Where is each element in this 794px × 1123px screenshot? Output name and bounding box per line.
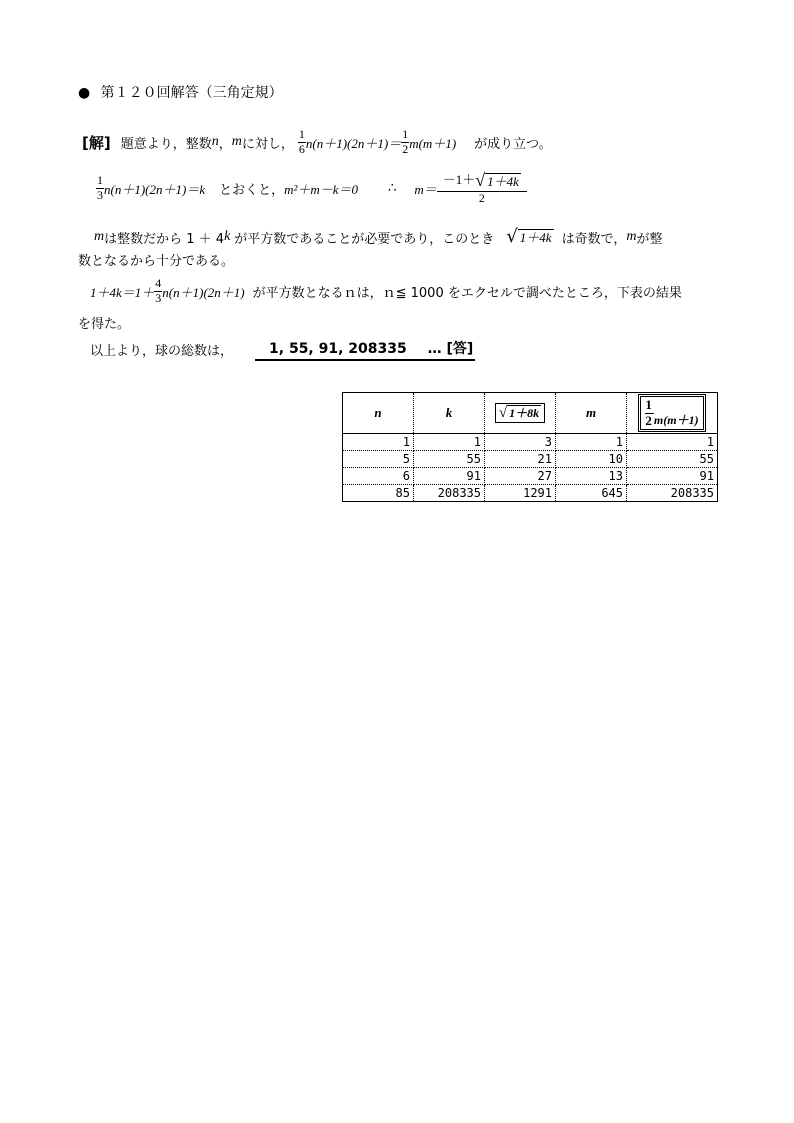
para1-text-b: が平方数であることが必要であり，このとき bbox=[234, 231, 495, 247]
cell-k: 1 bbox=[414, 434, 485, 451]
solution-lead: 題意より，整数 bbox=[120, 136, 212, 152]
cell-half-m: 55 bbox=[627, 451, 718, 468]
para1-text-d: が整 bbox=[636, 231, 663, 247]
table-row bbox=[343, 468, 718, 485]
answer-lead: 以上より，球の総数は， bbox=[90, 344, 234, 359]
half-den: 2 bbox=[645, 412, 652, 428]
half-num: 1 bbox=[645, 396, 652, 412]
cell-n: 85 bbox=[343, 485, 414, 502]
paragraph-1-line-2: 数となるから十分である。 bbox=[78, 254, 235, 269]
cell-m: 13 bbox=[556, 468, 627, 485]
fraction-one-sixth bbox=[298, 128, 306, 157]
paragraph-1-line-1 bbox=[94, 225, 662, 249]
fraction-one-half bbox=[401, 128, 409, 157]
answer-value-box bbox=[255, 338, 475, 361]
sqrt-1-plus-4k bbox=[475, 171, 521, 191]
tail-text: が成り立つ。 bbox=[474, 136, 552, 152]
paragraph-2-line-1 bbox=[90, 272, 682, 310]
cell-half-m: 208335 bbox=[627, 485, 718, 502]
frac-num: 1 bbox=[298, 126, 305, 141]
cell-sqrt: 1291 bbox=[485, 485, 556, 502]
answer-suffix: … [答] bbox=[427, 341, 474, 357]
solution-label: [解] bbox=[82, 133, 111, 152]
results-table bbox=[342, 392, 718, 502]
var-m: m bbox=[231, 134, 242, 149]
solution-numerator bbox=[437, 171, 527, 191]
frac-den: 2 bbox=[402, 141, 409, 156]
k-definition: n(n＋1)(2n＋1)＝k bbox=[104, 181, 206, 197]
radicand: 1＋4k bbox=[487, 173, 519, 189]
bullet-icon: ● bbox=[78, 85, 91, 101]
para1-text-a: は整数だから 1 ＋ 4 bbox=[104, 231, 225, 247]
rhs-expression: m(m＋1) bbox=[409, 135, 457, 151]
separator: ， bbox=[218, 136, 232, 152]
setting-text: とおくと， bbox=[219, 182, 285, 198]
page-title: 第１２０回解答（三角定規） bbox=[100, 85, 283, 101]
radical-icon: √ bbox=[506, 225, 518, 247]
radical-icon: √ bbox=[498, 405, 508, 422]
half-m-box bbox=[638, 394, 705, 433]
frac-num: 1 bbox=[402, 126, 409, 141]
fraction-four-thirds bbox=[154, 277, 162, 306]
cell-k: 55 bbox=[414, 451, 485, 468]
quadratic-equation: m²＋m－k＝0 bbox=[284, 181, 359, 197]
cell-half-m: 1 bbox=[627, 434, 718, 451]
solution-line-1 bbox=[82, 122, 552, 162]
cell-k: 91 bbox=[414, 468, 485, 485]
radicand: 1＋4k bbox=[519, 229, 552, 245]
therefore-symbol: ∴ bbox=[388, 180, 397, 196]
frac-den: 3 bbox=[155, 290, 162, 305]
frac-den: 3 bbox=[97, 187, 103, 202]
radical-icon: √ bbox=[475, 169, 486, 190]
cell-n: 1 bbox=[343, 434, 414, 451]
solution-line-2 bbox=[96, 168, 527, 208]
m-equals: m＝ bbox=[414, 181, 437, 197]
frac-den: 6 bbox=[298, 141, 305, 156]
para2-expression: n(n＋1)(2n＋1) bbox=[162, 284, 245, 300]
num-prefix: －1＋ bbox=[442, 172, 476, 188]
header-sqrt bbox=[485, 393, 556, 434]
frac-num: 1 bbox=[97, 172, 103, 187]
heading bbox=[78, 82, 283, 102]
table-row bbox=[343, 485, 718, 502]
var-m: m bbox=[94, 229, 105, 244]
para2-text: が平方数となるｎは，ｎ≦ 1000 をエクセルで調べたところ，下表の結果 bbox=[252, 285, 682, 301]
fraction-one-third bbox=[96, 174, 104, 203]
cell-k: 208335 bbox=[414, 485, 485, 502]
lhs-expression: n(n＋1)(2n＋1)＝ bbox=[305, 135, 402, 151]
after-vars: に対し， bbox=[241, 136, 294, 152]
cell-m: 1 bbox=[556, 434, 627, 451]
cell-half-m: 91 bbox=[627, 468, 718, 485]
cell-n: 6 bbox=[343, 468, 414, 485]
table-row bbox=[343, 434, 718, 451]
header-half-m bbox=[627, 393, 718, 434]
cell-sqrt: 27 bbox=[485, 468, 556, 485]
answer-line bbox=[90, 338, 475, 361]
table-header-row bbox=[343, 393, 718, 434]
cell-sqrt: 21 bbox=[485, 451, 556, 468]
para1-text-c: は奇数で， bbox=[561, 231, 627, 247]
header-n: n bbox=[343, 393, 414, 434]
cell-m: 645 bbox=[556, 485, 627, 502]
cell-sqrt: 3 bbox=[485, 434, 556, 451]
cell-n: 5 bbox=[343, 451, 414, 468]
var-n: n bbox=[211, 134, 219, 149]
sqrt-1-plus-8k bbox=[499, 405, 541, 422]
header-k: k bbox=[414, 393, 485, 434]
sqrt-1-plus-4k-inline bbox=[506, 225, 553, 247]
table-row bbox=[343, 451, 718, 468]
header-m: m bbox=[556, 393, 627, 434]
paragraph-2-line-2: を得た。 bbox=[78, 317, 131, 332]
var-k: k bbox=[224, 229, 231, 244]
radicand: 1＋8k bbox=[509, 406, 540, 421]
half-den-row bbox=[645, 413, 698, 429]
cell-m: 10 bbox=[556, 451, 627, 468]
answer-value: 1, 55, 91, 208335 bbox=[269, 341, 407, 357]
var-m: m bbox=[626, 229, 637, 244]
frac-num: 4 bbox=[155, 275, 162, 290]
para2-prefix: 1＋4k＝1＋ bbox=[90, 284, 155, 300]
m-solution-fraction bbox=[437, 171, 527, 206]
solution-denominator: 2 bbox=[437, 191, 527, 206]
sqrt-header-box bbox=[495, 403, 545, 422]
half-expr: m(m＋1) bbox=[653, 412, 699, 427]
